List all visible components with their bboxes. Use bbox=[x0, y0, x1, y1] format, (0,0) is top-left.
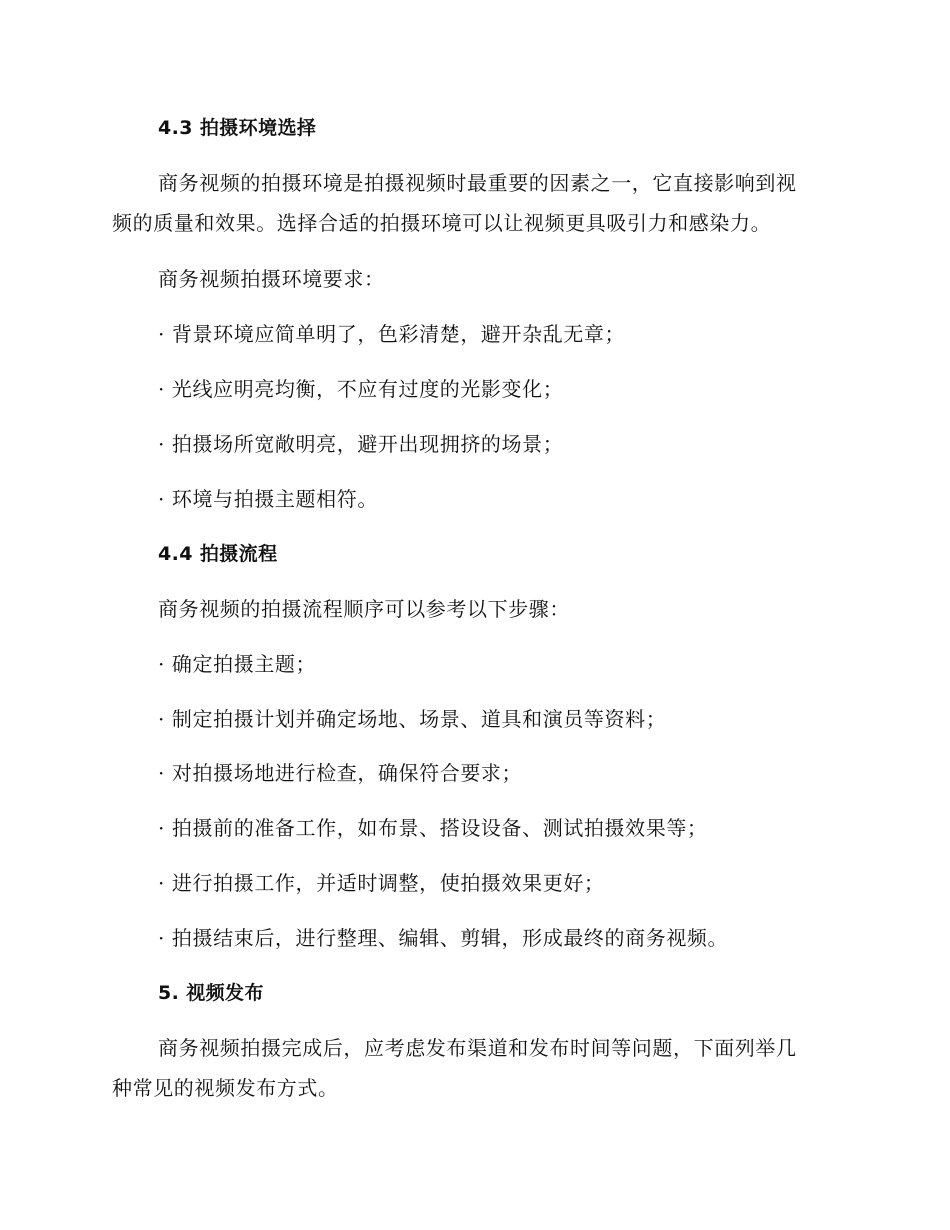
list-item: · 拍摄结束后，进行整理、编辑、剪辑，形成最终的商务视频。 bbox=[158, 926, 729, 950]
paragraph-line: 频的质量和效果。选择合适的拍摄环境可以让视频更具吸引力和感染力。 bbox=[112, 211, 772, 235]
list-item: · 对拍摄场地进行检查，确保符合要求； bbox=[158, 761, 523, 785]
list-item: · 光线应明亮均衡，不应有过度的光影变化； bbox=[158, 377, 564, 401]
list-item: · 进行拍摄工作，并适时调整，使拍摄效果更好； bbox=[158, 871, 605, 895]
list-item: · 拍摄前的准备工作，如布景、搭设设备、测试拍摄效果等； bbox=[158, 816, 708, 840]
list-item: · 环境与拍摄主题相符。 bbox=[158, 487, 378, 511]
list-item: · 制定拍摄计划并确定场地、场景、道具和演员等资料； bbox=[158, 707, 667, 731]
list-title: 商务视频的拍摄流程顺序可以参考以下步骤： bbox=[158, 597, 570, 621]
list-item: · 背景环境应简单明了，色彩清楚，避开杂乱无章； bbox=[158, 322, 626, 346]
list-title: 商务视频拍摄环境要求： bbox=[158, 267, 385, 291]
section-heading-4-3: 4.3 拍摄环境选择 bbox=[158, 117, 317, 139]
paragraph-line: 商务视频的拍摄环境是拍摄视频时最重要的因素之一，它直接影响到视 bbox=[158, 171, 797, 195]
section-heading-4-4: 4.4 拍摄流程 bbox=[158, 543, 278, 565]
list-item: · 拍摄场所宽敞明亮，避开出现拥挤的场景； bbox=[158, 432, 564, 456]
list-item: · 确定拍摄主题； bbox=[158, 652, 317, 676]
paragraph-line: 商务视频拍摄完成后，应考虑发布渠道和发布时间等问题，下面列举几 bbox=[158, 1036, 797, 1060]
paragraph-line: 种常见的视频发布方式。 bbox=[112, 1076, 339, 1100]
section-heading-5: 5. 视频发布 bbox=[158, 982, 264, 1004]
